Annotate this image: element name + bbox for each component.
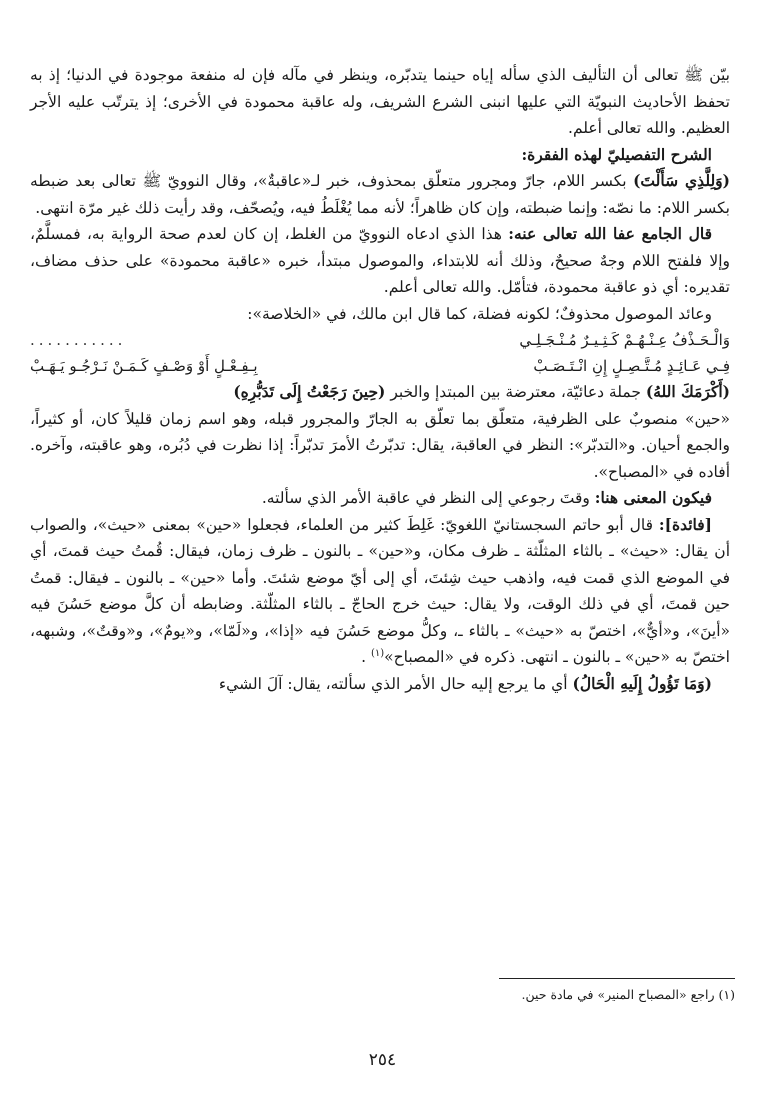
quoted-phrase-hina-rajaatu: (حِينَ رَجَعْتُ إِلَى تَدَبُّرِهِ) bbox=[233, 382, 386, 401]
quoted-phrase-lilladhi: (وَلِلَّذِي سَأَلْتَ) bbox=[633, 171, 730, 190]
footnote-reference[interactable]: (١) bbox=[370, 647, 385, 659]
paragraph-meaning bbox=[30, 485, 730, 512]
footnote-divider bbox=[499, 978, 735, 979]
meaning-text: وقتَ رجوعي إلى النظر في عاقبة الأمر الذي سألته. bbox=[261, 489, 595, 507]
paragraph-tauulu-text: أي ما يرجع إليه حال الأمر الذي سألته، يقال: آلَ الشيء bbox=[218, 674, 573, 693]
meaning-label: فيكون المعنى هنا: bbox=[594, 488, 712, 507]
compiler-note-text: هذا الذي ادعاه النوويّ من الغلط، إن كان لعدم صحة الرواية به، فمسلَّمٌ، وإلا فلفتح اللام وجهٌ صحيحٌ، وذلك أنه للابتداء، والموصول مبتدأ، خبره «عاقبة محمودة» على حذف مضاف، تقديره: أي ذو عاقبة محمودة، فتأمّل. والله تعالى أعلم. bbox=[30, 225, 730, 296]
paragraph-relative-pronoun: وعائد الموصول محذوفٌ؛ لكونه فضلة، كما قال ابن مالك، في «الخلاصة»: bbox=[247, 304, 712, 323]
benefit-label: [فائدة]: bbox=[658, 514, 712, 534]
paragraph-lilladhi-text: بكسر اللام، جارّ ومجرور متعلّق بمحذوف، خبر لـ«عاقبةٌ»، وقال النوويّ ﷺ تعالى بعد ضبطه بكسر اللام: ما نصّه: وإنما ضبطته، وإن كان ظاهراً؛ لأنه مما يُغْلَطُ فيه، ويُصحّف، وقد رأيت ذلك غير مرّة انتهى. bbox=[30, 172, 730, 217]
paragraph-akramaka bbox=[30, 379, 730, 406]
poem-verse-1 bbox=[30, 327, 730, 353]
section-heading: الشرح التفصيليّ لهذه الفقرة: bbox=[521, 144, 712, 164]
poem-verse-2-second-hemistich: بِـفِـعْـلٍ أَوْ وَصْـفٍ كَـمَـنْ نَـرْجُـو يَـهَـبْ bbox=[30, 357, 258, 375]
page-body bbox=[30, 62, 730, 697]
poem-verse-1-second-hemistich: ........... bbox=[30, 331, 127, 349]
compiler-note-label: قال الجامع عفا الله تعالى عنه: bbox=[508, 224, 712, 243]
page-number: ٢٥٤ bbox=[368, 1050, 397, 1070]
paragraph-lilladhi bbox=[30, 168, 730, 221]
paragraph-intro: بيّن ﷺ تعالى أن التأليف الذي سأله إياه حينما يتدبّره، وينظر في مآله فإن له منفعة موجودة في الدنيا؛ إذ به تحفظ الأحاديث النبويّة التي عليها انبنى الشرع الشريف، وله عاقبة محمودة في الأخرى؛ إذ يترتّب عليه الأجر العظيم. والله تعالى أعلم. bbox=[30, 66, 730, 137]
poem-verse-1-first-hemistich: وَالْـحَـذْفُ عِـنْـهُـمْ كَـثِـيـرٌ مُـنْـجَـلِـي bbox=[519, 331, 730, 349]
quoted-phrase-tauulu: (وَمَا تَؤُولُ إِلَيهِ الْحَالُ) bbox=[572, 673, 712, 693]
benefit-text: قال أبو حاتم السجستانيّ اللغويّ: غَلِطَ كثير من العلماء، فجعلوا «حين» بمعنى «حيث»، والصواب أن يقال: «حيث» ـ بالثاء المثلّثة ـ ظرف مكان، و«حين» ـ بالنون ـ ظرف زمان، فيقال: قُمتُ حيث قمتَ، أي في الموضع الذي قمت فيه، واذهب حيث شِئتَ، أي إلى أيّ موضع شئتَ. وأما «حين» ـ بالنون ـ فيقال: قمتُ حين قمتَ، أي في ذلك الوقت، ولا يقال: حيث خرج الحاجّ ـ بالثاء المثلّثة. وضابطه أن كلَّ موضع حَسُنَ فيه «أينَ»، و«أيٌّ»، اختصّ به «حيث» ـ بالثاء ـ، وكلُّ موضع حَسُنَ فيه «إذا»، و«لَمّا»، و«يومٌ»، و«وقتٌ»، وشبهه، اختصّ به «حين» ـ بالنون ـ انتهى. ذكره في «المصباح» bbox=[30, 515, 730, 666]
poem-verse-2 bbox=[30, 353, 730, 379]
benefit-text-end: . bbox=[361, 648, 371, 666]
paragraph-hina: «حين» منصوبٌ على الظرفية، متعلّق بما تعلّق به الجارّ والمجرور قبله، وهو اسم زمان قليلاً كان، أو كثيراً، والجمع أحيان. و«التدبّر»: النظر في العاقبة، يقال: تدبّرتُ الأمرَ تدبّراً: إذا نظرت في دُبُره، وهو عاقبته، وآخره. أفاده في «المصباح». bbox=[30, 409, 730, 481]
paragraph-tauulu bbox=[30, 671, 730, 698]
paragraph-akramaka-text: جملة دعائيّة، معترضة بين المبتدإ والخبر bbox=[385, 383, 646, 401]
footnote: (١) راجع «المصباح المنير» في مادة حين. bbox=[521, 987, 735, 1002]
poem-verse-2-first-hemistich: فِـي عَـائِـدٍ مُـتَّـصِـلٍ إِنِ انْـتَـصَـبْ bbox=[533, 357, 730, 375]
paragraph-benefit bbox=[30, 512, 730, 671]
quoted-phrase-akramaka: (أَكْرَمَكَ اللهُ) bbox=[645, 382, 730, 401]
paragraph-compiler-note bbox=[30, 221, 730, 301]
